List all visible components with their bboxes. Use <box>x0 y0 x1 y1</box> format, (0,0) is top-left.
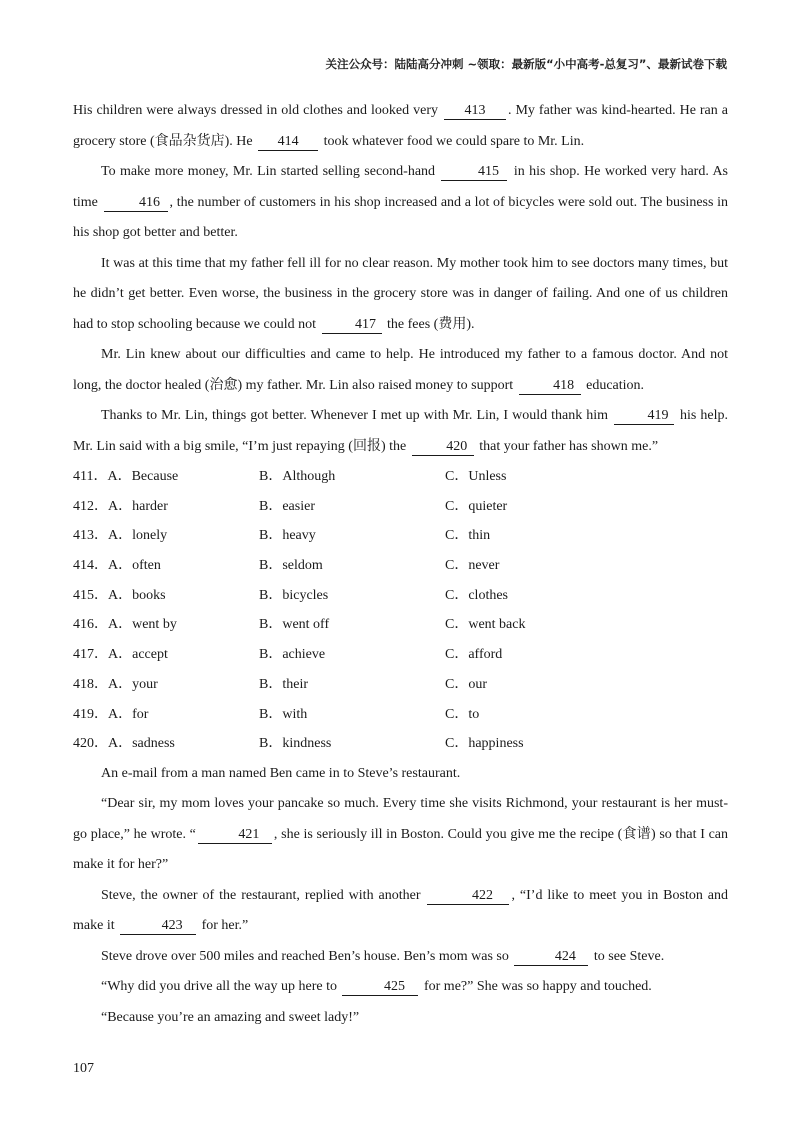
option-a: 417．A．accept <box>73 647 168 663</box>
blank-415: 415 <box>441 163 507 181</box>
option-c: C．quieter <box>445 498 508 514</box>
question-row-413 <box>73 521 728 551</box>
option-a: 416．A．went by <box>73 617 177 633</box>
text: in his shop. He worked very hard. As time <box>73 164 729 210</box>
option-a: 411．A．Because <box>73 469 179 484</box>
question-row-420 <box>73 729 728 759</box>
text: To make more money, Mr. Lin started selling second-hand <box>101 164 440 179</box>
paragraph <box>73 789 728 881</box>
blank-414: 414 <box>258 133 318 151</box>
option-c: C．happiness <box>445 736 524 752</box>
option-a: 414．A．often <box>73 558 161 574</box>
blank-417: 417 <box>322 316 382 334</box>
text: Steve drove over 500 miles and reached Ben’s house. Ben’s mom was so <box>101 948 513 964</box>
worksheet-content <box>73 96 728 1033</box>
question-row-419 <box>73 700 728 730</box>
text: for her.” <box>198 918 249 934</box>
paragraph <box>73 1003 728 1034</box>
option-b: B．heavy <box>259 528 316 544</box>
question-row-412 <box>73 492 728 522</box>
text: “Because you’re an amazing and sweet lady!” <box>101 1009 360 1025</box>
text: the fees (费用). <box>383 316 475 332</box>
question-row-415 <box>73 581 728 611</box>
option-b: B．their <box>259 676 308 692</box>
option-c: C．afford <box>445 647 503 663</box>
option-a: 420．A．sadness <box>73 736 175 752</box>
option-b: B．achieve <box>259 647 326 663</box>
paragraph <box>73 972 728 1003</box>
text: . My father was kind-hearted. He ran a grocery store (食品杂货店). He <box>73 103 728 149</box>
option-c: C．to <box>445 706 480 722</box>
text: his help. Mr. Lin said with a big smile, “I’m just repaying (回报) the <box>73 408 728 454</box>
question-row-416 <box>73 610 728 640</box>
text: education. <box>582 377 645 393</box>
blank-416: 416 <box>104 194 168 212</box>
blank-413: 413 <box>444 102 506 120</box>
option-b: B．bicycles <box>259 587 329 603</box>
paragraph <box>73 96 728 157</box>
paragraph <box>73 759 728 790</box>
page-number: 107 <box>73 1061 94 1076</box>
text: that your father has shown me.” <box>475 438 659 454</box>
blank-421: 421 <box>198 826 272 844</box>
paragraph <box>73 401 728 462</box>
option-a: 415．A．books <box>73 587 166 603</box>
text: for me?” She was so happy and touched. <box>420 979 652 995</box>
option-b: B．easier <box>259 498 315 514</box>
option-a: 413．A．lonely <box>73 528 168 544</box>
page-header: 关注公众号：陆陆高分冲刺 ~领取：最新版“小中高考-总复习”、最新试卷下载 <box>325 57 727 71</box>
paragraph <box>73 249 728 341</box>
text: An e-mail from a man named Ben came in to Steve’s restaurant. <box>101 765 461 781</box>
question-row-414 <box>73 551 728 581</box>
paragraph <box>73 340 728 401</box>
option-b: B．seldom <box>259 558 323 574</box>
option-c: C．Unless <box>445 469 507 484</box>
blank-422: 422 <box>427 887 509 905</box>
text: , the number of customers in his shop increased and a lot of bicycles were sold out. The business in his shop got better and better. <box>73 194 728 240</box>
blank-425: 425 <box>342 978 418 996</box>
option-a: 419．A．for <box>73 706 149 722</box>
text: Steve, the owner of the restaurant, replied with another <box>101 887 426 903</box>
question-row-417 <box>73 640 728 670</box>
text: “Why did you drive all the way up here to <box>101 979 341 995</box>
option-b: B．with <box>259 706 308 722</box>
option-c: C．our <box>445 676 487 692</box>
question-row-418 <box>73 670 728 700</box>
blank-420: 420 <box>412 438 474 456</box>
blank-418: 418 <box>519 377 581 395</box>
paragraph <box>73 881 728 942</box>
blank-419: 419 <box>614 407 674 425</box>
option-b: B．Although <box>259 469 336 484</box>
text: His children were always dressed in old clothes and looked very <box>73 103 442 118</box>
text: , “I’d like to meet you in Boston and make it <box>73 887 728 934</box>
text: Thanks to Mr. Lin, things got better. Whenever I met up with Mr. Lin, I would thank him <box>101 408 613 423</box>
option-c: C．went back <box>445 617 526 633</box>
option-b: B．kindness <box>259 736 332 752</box>
option-a: 412．A．harder <box>73 498 168 514</box>
question-row-411 <box>73 462 728 492</box>
blank-423: 423 <box>120 917 196 935</box>
option-c: C．clothes <box>445 587 508 603</box>
paragraph <box>73 157 728 249</box>
text: Mr. Lin knew about our difficulties and came to help. He introduced my father to a famous doctor. And not long, the doctor healed (治愈) my father. Mr. Lin also raised money to support <box>73 347 728 393</box>
text: , she is seriously ill in Boston. Could you give me the recipe (食谱) so that I can make it for her?” <box>73 826 728 873</box>
answer-options <box>73 462 728 759</box>
text: took whatever food we could spare to Mr. Lin. <box>320 133 585 149</box>
text: to see Steve. <box>590 948 665 964</box>
blank-424: 424 <box>514 948 588 966</box>
option-c: C．thin <box>445 528 491 544</box>
option-c: C．never <box>445 558 500 574</box>
text: “Dear sir, my mom loves your pancake so much. Every time she visits Richmond, your restaurant is her must-go place,” he wrote. “ <box>73 796 728 842</box>
option-b: B．went off <box>259 617 330 633</box>
option-a: 418．A．your <box>73 676 158 692</box>
paragraph <box>73 942 728 973</box>
text: It was at this time that my father fell ill for no clear reason. My mother took him to see doctors many times, but he didn’t get better. Even worse, the business in the grocery store was in danger of failing. And one of us children had to stop schooling because we could not <box>73 255 728 332</box>
